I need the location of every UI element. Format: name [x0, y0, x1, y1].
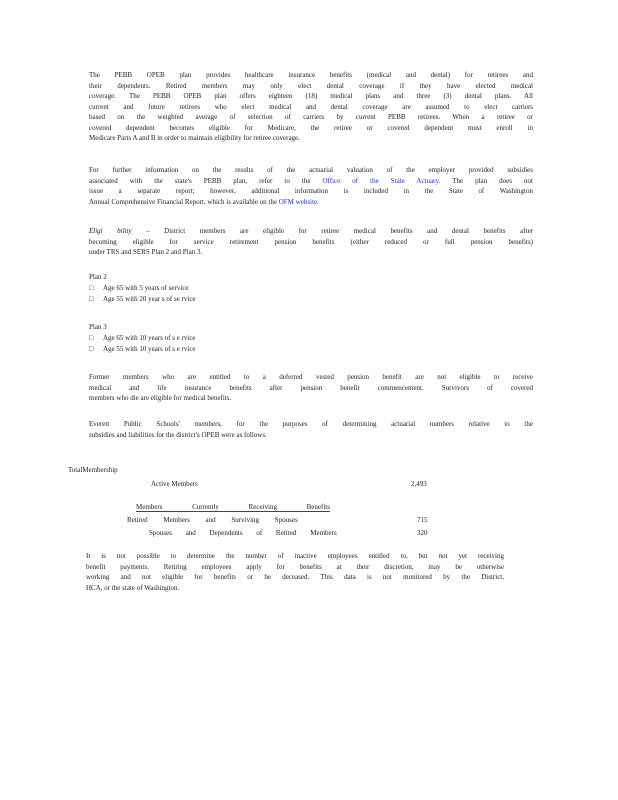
intro-paragraph: [89, 70, 533, 144]
everett-paragraph: [89, 419, 533, 440]
further-text: Annual Comprehensive Financial Report, which is available on the: [89, 197, 277, 206]
further-info-paragraph: [89, 165, 533, 207]
list-item: [89, 333, 533, 345]
further-line: For further information on the results of the actuarial valuation of the employer provided subsidies: [89, 166, 533, 174]
eligibility-paragraph: [89, 226, 533, 258]
further-text: .: [317, 197, 319, 206]
active-members-label: Active Members: [151, 480, 198, 488]
active-members-value: 2,493: [411, 480, 427, 488]
eligibility-line: [89, 226, 533, 237]
plan3-item: Age 55 with 10 years of s e rvice: [103, 345, 196, 353]
intro-line: current and future retirees who elect medical and dental coverage are assumed to elect carriers: [89, 102, 533, 111]
intro-line: based on the weighted average of selection of carriers by current PEBB retirees. When a retiree or: [89, 113, 533, 121]
closing-line: HCA, or the state of Washington.: [86, 583, 180, 592]
further-text: . The plan does not: [438, 176, 534, 185]
bullet-box-icon: □: [89, 345, 94, 353]
intro-line: The PEBB OPEB plan provides healthcare insurance benefits (medical and dental) for retirees and: [89, 71, 533, 79]
retired-members-label: [127, 516, 307, 524]
bullet-box-icon: □: [89, 283, 94, 292]
list-item: [89, 294, 533, 306]
intro-line: covered dependent becomes eligible for Medicare, the retiree or covered dependent must enroll in: [89, 123, 533, 132]
closing-paragraph: [86, 551, 504, 593]
former-members-paragraph: [89, 372, 533, 404]
closing-line: It is not possible to determine the number of inactive employees entitled to, but not yet receiving: [86, 552, 504, 560]
plan2-section: [89, 272, 533, 306]
closing-line: benefit payments. Retiring employees apply for benefits at their discretion, may be otherwise: [86, 562, 504, 571]
intro-line: coverage. The PEBB OPEB plan offers eighteen (18) medical plans and three (3) dental plans. All: [89, 92, 533, 100]
eligibility-line: becoming eligible for service retirement pension benefits (either reduced or full pension benefits): [89, 237, 533, 246]
plan3-title: Plan 3: [89, 323, 107, 331]
former-line: members who die are eligible for medical benefits.: [89, 394, 232, 402]
further-text: associated with the state's PEBB plan, refer to the: [89, 176, 311, 185]
spouses-dependents-label: Spouses and Dependents of Retired Members: [149, 529, 337, 537]
actuary-office-link[interactable]: Office of the State Actuary: [322, 176, 439, 185]
eligibility-line: under TRS and SERS Plan 2 and Plan 3.: [89, 248, 203, 256]
intro-line: their dependents. Retired members may only elect dental coverage if they have elected medical: [89, 81, 533, 90]
plan2-item: Age 55 with 20 year s of se rvice: [103, 295, 196, 303]
everett-line: subsidies and liabilities for the district's OPEB were as follows.: [89, 430, 267, 439]
bullet-box-icon: □: [89, 295, 94, 303]
spouses-dependents-value: 320: [417, 529, 428, 537]
plan2-title: Plan 2: [89, 273, 107, 281]
header-cell: Receiving: [248, 503, 277, 511]
list-item: [89, 283, 533, 295]
header-cell: Members: [136, 503, 163, 511]
plan3-section: [89, 322, 533, 356]
eligibility-label: Eligi bility: [89, 227, 132, 235]
total-membership-title: TotalMembership: [68, 466, 118, 474]
further-line: [89, 176, 533, 187]
header-cell: Benefits: [306, 503, 330, 511]
intro-line: Medicare Parts A and B in order to maintain eligibility for retiree coverage.: [89, 134, 300, 142]
further-line: issue a separate report; however, additional information is included in the State of Washington: [89, 187, 533, 195]
retired-label-text: Retired Members and Surviving Spouses: [127, 516, 298, 524]
plan3-item: Age 65 with 10 years of s e rvice: [103, 333, 196, 342]
further-line: [89, 197, 533, 208]
retired-members-value: 715: [417, 516, 428, 524]
list-item: [89, 344, 533, 356]
former-line: medical and life insurance benefits after pension benefit commencement. Survivors of covered: [89, 383, 533, 392]
bullet-box-icon: □: [89, 333, 94, 342]
closing-line: working and not eligible for benefits or be deceased. This data is not monitored by the District,: [86, 573, 504, 581]
former-line: Former members who are entitled to a deferred vested pension benefit are not eligible to receive: [89, 373, 533, 381]
header-cell: Currently: [192, 503, 219, 511]
ofm-website-link[interactable]: OFM website: [278, 197, 318, 206]
plan2-item: Age 65 with 5 years of service: [103, 283, 189, 292]
benefits-table-header: [136, 503, 330, 512]
eligibility-text: – District members are eligible for retiree medical benefits and dental benefits after: [131, 227, 534, 235]
everett-line: Everett Public Schools' members, for the purposes of determining actuarial numbers relative to the: [89, 420, 533, 428]
